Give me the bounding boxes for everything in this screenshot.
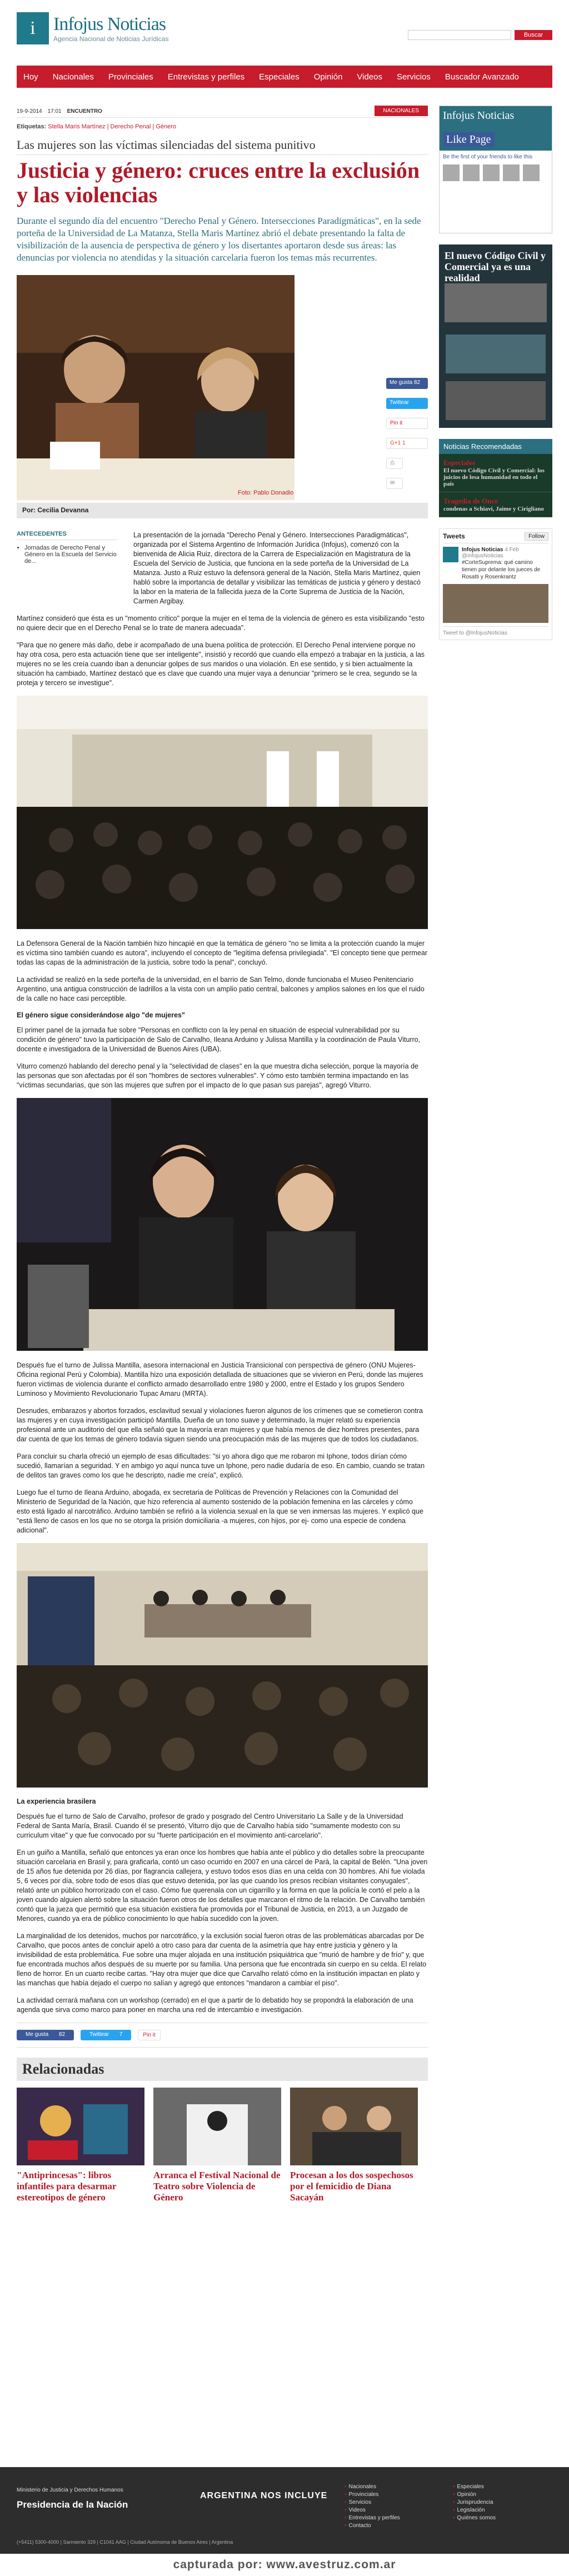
footer-link[interactable]: • Contacto <box>345 2523 371 2529</box>
fb-page-name[interactable]: Infojus Noticias <box>443 109 515 122</box>
tweet-button[interactable]: Twittear 7 <box>81 2030 131 2040</box>
tag-link[interactable]: Género <box>156 123 177 130</box>
nav-item-especiales[interactable]: Especiales <box>259 72 300 82</box>
paragraph: La marginalidad de los detenidos, muchos por narcotráfico, y la exclusión social fueron otras de las problemáticas abarcadas por De Carvalho, que pocos antes de concluir apeló a otro caso para dar cuenta de la asimetría que hay entre justicia y género y la invisibilidad de esta problemática. Fue sobre una mujer alojada en una institución psiquiátrica que "murió de hambre y de frío" y, que fue encontrada muchos años después de su muerte por su familia. Una persona que fue encontrada sin cuerpo en su celda. El relato lleno de horror. En un cuarto recibe cartas. "Hay otra mujer que dice que Carvalho relató cómo en la institución impactan en plato y las manchas que había dejado el cuerpo no salían y agregó que entonces "mandaron a cambiar el piso". <box>17 1932 427 1987</box>
recommended-item[interactable]: Tragedia de Once condenas a Schiavi, Jaime y Cirigliano <box>439 492 552 517</box>
related-title: Relacionadas <box>17 2058 428 2081</box>
paragraph: Después fue el turno de Salo de Carvalho, profesor de grado y posgrado del Centro Universitario La Salle y de la Universidad Federal de Santa María, Brasil. Cuando él se presentó, Viturro dijo que de Carvalho había sido "sumamente modesto con su curriculum vitae" y que fue convocado por su "fuerte participación en el movimiento anti-carcelario". <box>17 1813 403 1839</box>
facebook-page-widget <box>439 106 552 233</box>
nav-item-servicios[interactable]: Servicios <box>397 72 431 82</box>
footer-argentina: ARGENTINA NOS INCLUYE <box>200 2491 328 2500</box>
site-logo[interactable] <box>17 12 168 44</box>
recommended-news <box>439 439 552 517</box>
search-button[interactable]: Buscar <box>515 30 552 40</box>
avatar <box>443 547 458 562</box>
paragraph: Desnudes, embarazos y abortos forzados, esclavitud sexual y violaciones fueron algunos de los crímenes que se cometieron contra las mujeres y en cuya investigación participó Mantilla. Dueña de un tono suave y determinado, la mujer relató su experiencia profesional ante un auditorio del que ella señaló que la mayoría eran mujeres y que había menos de diez hombres presentes, para dar cuenta de que los temas de género todavía siguen siendo una preocupación más de las mujeres que de todos los ciudadanos. <box>17 1407 423 1443</box>
footer-link[interactable]: • Opinión <box>453 2492 476 2498</box>
paragraph: Después fue el turno de Julissa Mantilla, asesora internacional en Justicia Transicional con perspectiva de género (ONU Mujeres-Oficina regional Perú y Colombia). Mantilla hizo una exposición detallada de situaciones que se vivieron en Perú, donde las mujeres fueron víctimas de violencia durante el conflicto armado desarrollado entre 1980 y 2000, entre el Estado y los grupos Sendero Luminoso y Movimiento Revolucionario Tupac Amaru (MRTA). <box>17 1361 423 1397</box>
article-lede: Durante el segundo día del encuentro "Derecho Penal y Género. Intersecciones Paradigmáticas", en la sede porteña de la Universidad de La Matanza, Stella Maris Martínez abrió el debate presentando la falta de visibilización de la ausencia de perspectiva de género y los disertantes aportaron desde sus áreas: las denuncias por violencia no atendidas y la situación carcelaria fueron los temas más recurrentes. <box>17 216 421 263</box>
antecedentes-title: ANTECEDENTES <box>17 531 117 540</box>
nav-item-opinion[interactable]: Opinión <box>313 72 343 82</box>
nav-item-nacionales[interactable]: Nacionales <box>52 72 94 82</box>
article-photo-panel <box>17 1098 428 1351</box>
pinterest-button[interactable]: Pin it <box>138 2030 160 2040</box>
footer-ministry: Ministerio de Justicia y Derechos Humanos <box>17 2487 123 2493</box>
tag-list: Etiquetas: Stella Maris Martínez | Derecho Penal | Género <box>17 123 177 130</box>
email-icon[interactable]: ✉ <box>386 478 403 489</box>
article-subhead: La experiencia brasilera <box>17 1798 96 1805</box>
article-body <box>17 531 428 2203</box>
recommended-title: Noticias Recomendadas <box>439 439 552 454</box>
hero-photo <box>17 275 295 514</box>
article-subhead: El género sigue considerándose algo "de mujeres" <box>17 1011 185 1019</box>
paragraph: En un guiño a Mantilla, señaló que entonces ya eran once los hombres que había ante el público y dio detalles sobre la preocupante situación carcelaria en Brasil y, para graficarla, contó un caso ocurrido en 2007 en una cárcel de Pará, la capital de Belén. "Una joven de 15 años fue detenida por 26 días, por flagrancia callejera, y estuvo todos esos días en una celda con 30 hombres. Ahí fue violada 5, 6 veces por día, sobre todo de esos días que estuvo detenida, por las que cuando los presos recibían visitantes conyugales", relató ante un público horrorizado con el caso. Cómo fue querenala con un cigarrillo y la forma en que la policía le cortó el pelo a la joven cuando alguien alertó sobre la situación fueron otros de los detalles que marcaron el ritmo de la relación. De Carvalho también contó que la jueza que permitió que esa situación existiera fue promovida por el Tribunal de Justicia, en 2013, a un Juzgado de Menores, cuando ya era de público conocimiento lo que había sucedido con la joven. <box>17 1849 428 1923</box>
search-form <box>408 30 552 40</box>
facebook-like-button[interactable]: Me gusta 82 <box>386 378 428 389</box>
footer-link[interactable]: • Provinciales <box>345 2492 379 2498</box>
tweet[interactable] <box>443 547 548 581</box>
sidebar <box>439 106 552 651</box>
footer-link[interactable]: • Entrevistas y perfiles <box>345 2515 400 2521</box>
related-item[interactable] <box>17 2088 144 2203</box>
category-tag[interactable]: NACIONALES <box>375 106 428 116</box>
footer-link[interactable]: • Especiales <box>453 2484 484 2490</box>
related-image <box>153 2088 281 2165</box>
paragraph: La actividad cerrará mañana con un workshop (cerrado) en el que a partir de lo debatido hoy se propondrá la elaboración de una agenda que sirva como marco para poner en marcha una red de intercambio e investigación. <box>17 1996 413 2014</box>
related-item[interactable] <box>290 2088 418 2203</box>
paragraph: El primer panel de la jornada fue sobre "Personas en conflicto con la ley penal en situación de especial vulnerabilidad por su condición de género" tuvo la participación de Salo de Carvalho, Ileana Arduino y Julissa Mantilla y la coordinación de Paula Viturro, docente e investigadora de la Universidad de Buenos Aires (UBA). <box>17 1026 421 1053</box>
logo-title: Infojus Noticias <box>53 14 166 34</box>
twitter-follow-button[interactable]: Follow <box>525 532 548 541</box>
fb-friends-line: Be the first of your friends to like this <box>443 154 533 160</box>
tweets-title: Tweets <box>443 532 465 540</box>
share-column <box>386 378 428 489</box>
pinterest-button[interactable]: Pin it <box>386 418 428 429</box>
article-date: 19-9-2014 <box>17 108 42 114</box>
capture-watermark: capturada por: www.avestruz.com.ar <box>0 2554 569 2576</box>
photo-credit: Foto: Pablo Donadio <box>238 490 294 496</box>
promo-codigo-civil[interactable] <box>439 244 552 428</box>
paragraph: Luego fue el turno de Ileana Arduino, abogada, ex secretaria de Políticas de Prevención y Relaciones con la Comunidad del Ministerio de Seguridad de la Nación, que hizo referencia al aumento sostenido de la población femenina en las cárceles y cómo esto está ligado al narcotráfico. Arduino también se refirió a la violencia sexual en la que se ven inmersas las mujeres. Y explicó que "está lleno de casos en los que no se otorga la prisión domiciliaria -a mujeres, con hijos, por ej- como una especie de condena adicional". <box>17 1489 423 1534</box>
related-headline[interactable]: "Antiprincesas": libros infantiles para desarmar estereotipos de género <box>17 2170 117 2203</box>
nav-item-buscador[interactable]: Buscador Avanzado <box>445 72 520 82</box>
twitter-widget <box>439 528 552 640</box>
related-section <box>17 2058 428 2203</box>
search-input[interactable] <box>408 30 511 40</box>
tweet-handle: @infojusNoticias <box>462 553 503 559</box>
nav-item-videos[interactable]: Videos <box>357 72 383 82</box>
fb-faces <box>443 164 548 181</box>
article-photo-room <box>17 1543 428 1788</box>
tag-link[interactable]: Stella Maris Martínez <box>48 123 106 130</box>
article-photo-audience <box>17 696 428 929</box>
nav-item-provinciales[interactable]: Provinciales <box>108 72 153 82</box>
main-nav <box>17 66 552 88</box>
article-section: ENCUENTRO <box>67 108 102 114</box>
article-column <box>17 106 428 2203</box>
nav-item-entrevistas[interactable]: Entrevistas y perfiles <box>167 72 245 82</box>
print-icon[interactable]: ⎙ <box>386 458 403 469</box>
tweet-button[interactable]: Twittear <box>386 398 428 409</box>
bottom-share-bar <box>17 2023 428 2048</box>
paragraph: La actividad se realizó en la sede porteña de la universidad, en el barrio de San Telmo, donde funcionaba el Museo Penitenciario Argentino, una antigua construcción de ladrillos a la vista con un amplio patio central, balcones y amplios salones en los que el ruido de la calle no hace casi perceptible. <box>17 976 425 1002</box>
related-item[interactable] <box>153 2088 281 2203</box>
paragraph: Martínez consideró que ésta es un "momento crítico" porque la mujer en el tema de la violencia de género es esta visibilizando "esto no quiere decir que en el Derecho Penal se lo trate de manera adecuada". <box>17 615 425 632</box>
footer-links <box>345 2484 547 2529</box>
footer-address: (+5411) 5300-4000 | Sarmiento 329 | C1041 AAG | Ciudad Autónoma de Buenos Aires | Argentina <box>17 2539 233 2545</box>
footer-link[interactable]: • Jurisprudencia <box>453 2499 493 2505</box>
footer-link[interactable]: • Legislación <box>453 2507 485 2513</box>
footer-link[interactable]: • Servicios <box>345 2499 372 2505</box>
footer-link[interactable]: • Videos <box>345 2507 366 2513</box>
paragraph: La presentación de la jornada "Derecho Penal y Género. Intersecciones Paradigmáticas", organizada por el Sistema Argentino de Información Jurídica (Infojus), comenzó con la bienvenida de Alicia Ruiz, directora de la Carrera de Especialización en Magistratura de la Escuela del Servicio de Justicia, que funciona en la sede porteña de la Universidad de La Matanza. Justo a Ruiz estuvo la defensora general de la Nación, Stella Maris Martínez, quien habló sobre la importancia de detallar y visibilizar las temáticas de justicia y género y destacó la labor en la materia de la fallecida jueza de la Corte Suprema de Justicia de la Nación, Carmen Argibay. <box>133 531 421 605</box>
antecedentes-box <box>17 531 117 565</box>
related-headline[interactable]: Arranca el Festival Nacional de Teatro sobre Violencia de Género <box>153 2170 281 2203</box>
paragraph: Para concluir su charla ofreció un ejemplo de esas dificultades: "si yo ahora digo que me robaron mi Iphone, todos dirían cómo sucedió, llamarían a seguridad. Y en ambigo yo aquí nunca tuve un Iphone, pero nadie dudaría de eso. En cambio, cuando se tratan de delitos tan graves como los que he descripto, nadie me creía", explicó. <box>17 1452 425 1479</box>
nav-item-hoy[interactable]: Hoy <box>23 72 38 82</box>
promo-banner-image <box>439 328 552 428</box>
footer-link[interactable]: • Quiénes somos <box>453 2515 496 2521</box>
promo-title: El nuevo Código Civil y Comercial ya es una realidad <box>445 250 546 283</box>
recommended-item[interactable]: Especiales El nuevo Código Civil y Comercial: los juicios de lesa humanidad en todo el país <box>439 454 552 492</box>
tweet-to-link[interactable]: Tweet to @InfojusNoticias <box>443 626 548 636</box>
related-image <box>290 2088 418 2165</box>
logo-mark-icon: i <box>17 12 49 44</box>
tweet-image <box>443 584 548 623</box>
hero-image <box>17 275 295 500</box>
footer-presidency: Presidencia de la Nación <box>17 2499 128 2510</box>
promo-image <box>445 283 547 322</box>
photo-caption: Por: Cecilia Devanna <box>17 503 428 518</box>
site-header <box>0 0 569 58</box>
article-kicker: Las mujeres son las víctimas silenciadas del sistema punitivo <box>17 138 428 155</box>
tweet-time: 4 Feb <box>505 547 519 553</box>
article-meta <box>17 106 428 118</box>
site-footer <box>0 2467 569 2554</box>
related-image <box>17 2088 144 2165</box>
fb-like-page-button[interactable]: Like Page <box>443 132 495 147</box>
footer-link[interactable]: • Nacionales <box>345 2484 376 2490</box>
antecedentes-link[interactable]: • Jornadas de Derecho Penal y Género en la Escuela del Servicio de... <box>24 545 117 565</box>
paragraph: Viturro comenzó hablando del derecho penal y la "selectividad de clases" en la que muestra dicha selección, porque la mayoría de las personas que son afectadas por él son "hombres de sectores vulnerables". Y cómo esto también termina impactando en las "víctimas secundarias, que son las mujeres que sufren por el impacto de lo que pasan sus parejas", agregó Viturro. <box>17 1062 418 1089</box>
related-headline[interactable]: Procesan a los dos sospechosos por el femicidio de Diana Sacayán <box>290 2170 413 2203</box>
tag-link[interactable]: Derecho Penal <box>110 123 151 130</box>
facebook-like-button[interactable]: Me gusta 82 <box>17 2030 74 2040</box>
article-time: 17:01 <box>47 108 62 114</box>
tweet-user: Infojus Noticias <box>462 547 503 553</box>
article-headline: Justicia y género: cruces entre la exclusión y las violencias <box>17 158 420 207</box>
paragraph: La Defensora General de la Nación también hizo hincapié en que la temática de género "no se limita a la protección cuando la mujer es víctima sino también cuando es autora", incluyendo el concepto de "legítima defensa privilegiada". "El concepto tiene que permear todas las capas de la administración de la justicia, sobre todo la penal", concluyó. <box>17 940 428 966</box>
google-plus-button[interactable]: G+1 1 <box>386 438 428 449</box>
paragraph: "Para que no genere más daño, debe ir acompañado de una buena política de protección. El Derecho Penal interviene porque no hay otra cosa, pero esta actuación tiene que ser inteligente", insistió y recordó que cuando ella empezó a trabajar en la justicia, a las mujeres no se les creía cuando iban a denunciar golpes de sus maridos o una violación. En ese sentido, y si bien actualmente la situación ha cambiado, Martínez destacó que es clave que cuando una mujer vaya a denunciar "primero se le crea, segundo se la proteja y tercero se investigue". <box>17 641 425 687</box>
logo-subtitle: Agencia Nacional de Noticias Jurídicas <box>53 35 169 43</box>
tweet-text: #CorteSuprema: qué camino tienen por delante los jueces de Rosatti y Rosenkrantz <box>462 560 541 580</box>
